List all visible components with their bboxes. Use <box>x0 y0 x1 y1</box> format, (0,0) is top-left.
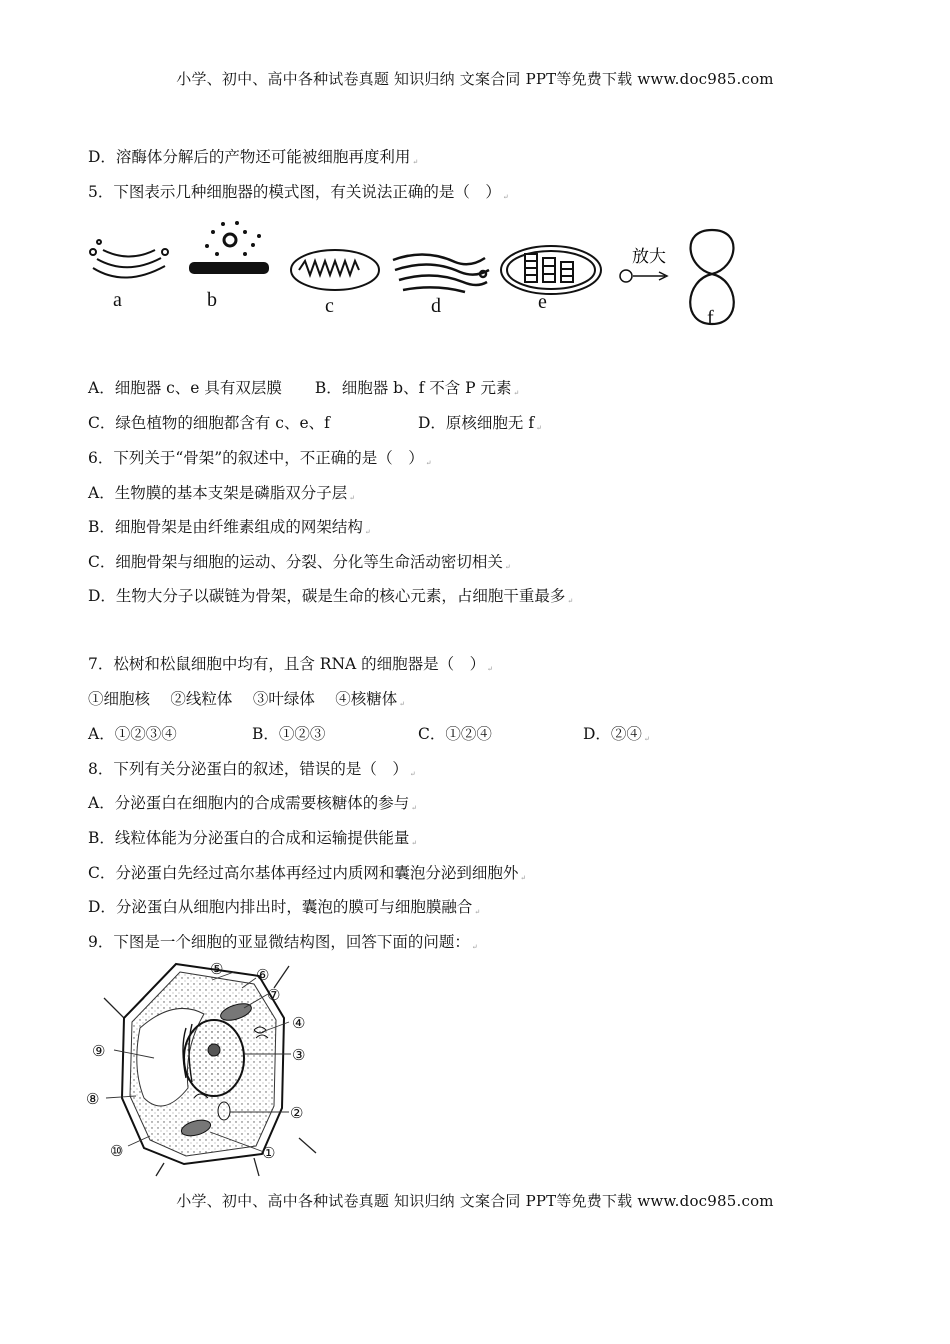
cell-label-4: ④ <box>292 1016 306 1032</box>
plant-cell-diagram <box>84 958 324 1180</box>
paragraph-mark: ↵ <box>502 193 509 201</box>
nucleus <box>184 1020 244 1096</box>
q8-stem: 8．下列有关分泌蛋白的叙述，错误的是（ ） ↵ <box>88 760 416 778</box>
q5-option-b: B．细胞器 b、f 不含 P 元素 <box>314 379 512 397</box>
chloroplast-drawing <box>501 246 601 294</box>
q7-option-b: B．①②③ <box>252 725 326 743</box>
label-c: c <box>325 295 334 317</box>
q5-options-row2 <box>88 411 330 433</box>
q7-items: ①细胞核 ②线粒体 ③叶绿体 ④核糖体 ↵ <box>88 690 406 708</box>
page-header: 小学、初中、高中各种试卷真题 知识归纳 文案合同 PPT等免费下载 www.doc985.com <box>176 70 774 88</box>
cell-label-1: ① <box>262 1146 276 1162</box>
q8-option-c: C．分泌蛋白先经过高尔基体再经过内质网和囊泡分泌到细胞外 ↵ <box>88 864 527 882</box>
q4-option-d: D．溶酶体分解后的产物还可能被细胞再度利用 ↵ <box>88 148 419 166</box>
q6-option-c: C．细胞骨架与细胞的运动、分裂、分化等生命活动密切相关 ↵ <box>88 553 511 571</box>
label-d: d <box>431 295 441 317</box>
label-b: b <box>207 289 217 311</box>
cell-label-7: ⑦ <box>267 988 281 1004</box>
label-e: e <box>538 291 547 313</box>
cell-label-3: ③ <box>292 1048 306 1064</box>
q7-option-c: C．①②④ <box>418 725 492 743</box>
q8-option-a: A．分泌蛋白在细胞内的合成需要核糖体的参与 ↵ <box>88 794 418 812</box>
paragraph-mark: ↵ <box>412 158 419 166</box>
label-f: f <box>707 307 714 329</box>
cell-label-2: ② <box>290 1106 304 1122</box>
page-footer: 小学、初中、高中各种试卷真题 知识归纳 文案合同 PPT等免费下载 www.doc985.com <box>176 1192 774 1210</box>
enlarge-arrow <box>620 270 667 282</box>
enlarge-label: 放大 <box>632 247 666 266</box>
cell-label-9: ⑨ <box>92 1044 106 1060</box>
q8-option-b: B．线粒体能为分泌蛋白的合成和运输提供能量 ↵ <box>88 829 418 847</box>
q5-stem: 5．下图表示几种细胞器的模式图，有关说法正确的是（ ） ↵ <box>88 183 509 201</box>
rough-er-drawing <box>189 221 269 274</box>
q5-options-row1: A．细胞器 c、e 具有双层膜 B．细胞器 b、f 不含 P 元素 ↵ <box>88 379 520 397</box>
q8-option-d: D．分泌蛋白从细胞内排出时，囊泡的膜可与细胞膜融合 ↵ <box>88 898 481 916</box>
q6-stem: 6．下列关于“骨架”的叙述中，不正确的是（ ） ↵ <box>88 449 432 467</box>
organelle-figure <box>85 218 765 333</box>
q5-option-a: A．细胞器 c、e 具有双层膜 <box>88 379 282 397</box>
nucleolus <box>208 1044 220 1056</box>
q7-option-d: D．②④ ↵ <box>583 725 650 743</box>
smooth-er-drawing <box>393 254 489 292</box>
mitochondrion-drawing <box>291 250 379 290</box>
q6-option-b: B．细胞骨架是由纤维素组成的网架结构 ↵ <box>88 518 371 536</box>
q5-option-c: C．绿色植物的细胞都含有 c、e、f <box>88 414 330 432</box>
cell-label-10: ⑩ <box>110 1144 124 1160</box>
q7-option-a: A．①②③④ <box>88 725 177 743</box>
q9-stem: 9．下图是一个细胞的亚显微结构图，回答下面的问题： ↵ <box>88 933 478 951</box>
cell-label-8: ⑧ <box>86 1092 100 1108</box>
q6-option-a: A．生物膜的基本支架是磷脂双分子层 ↵ <box>88 484 356 502</box>
q6-option-d: D．生物大分子以碳链为骨架，碳是生命的核心元素，占细胞干重最多 ↵ <box>88 587 574 605</box>
cell-label-6: ⑥ <box>256 968 270 984</box>
q7-stem: 7．松树和松鼠细胞中均有，且含 RNA 的细胞器是（ ） ↵ <box>88 655 494 673</box>
golgi-drawing <box>90 240 168 278</box>
q5-option-d: D．原核细胞无 f ↵ <box>418 414 542 432</box>
label-a: a <box>113 289 122 311</box>
cell-label-5: ⑤ <box>210 962 224 978</box>
